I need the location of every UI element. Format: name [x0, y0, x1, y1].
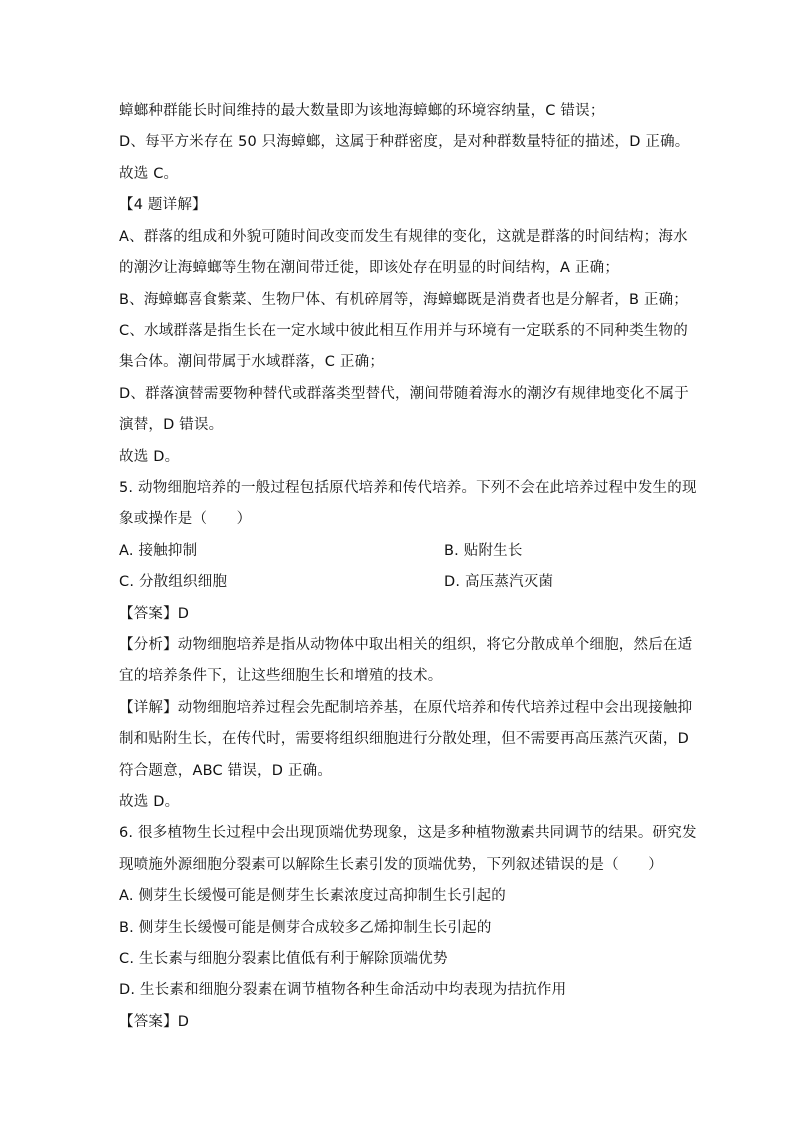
question-5-stem: 5. 动物细胞培养的一般过程包括原代培养和传代培养。下列不会在此培养过程中发生的现 [119, 480, 697, 496]
text-line: D、每平方米存在 50 只海蟑螂，这属于种群密度，是对种群数量特征的描述，D 正确。 [119, 134, 690, 150]
answer-line: 【答案】D [119, 606, 190, 622]
text-line: 故选 C。 [119, 166, 179, 182]
option-a: A. 接触抑制 [119, 543, 198, 559]
option-b: B. 侧芽生长缓慢可能是侧芽合成较多乙烯抑制生长引起的 [119, 920, 492, 936]
text-line: B、海蟑螂喜食紫菜、生物尸体、有机碎屑等，海蟑螂既是消费者也是分解者，B 正确； [119, 292, 689, 308]
explanation-line: 符合题意，ABC 错误，D 正确。 [119, 763, 333, 779]
text-line: C、水域群落是指生长在一定水域中彼此相互作用并与环境有一定联系的不同种类生物的 [119, 323, 688, 339]
option-b: B. 贴附生长 [444, 543, 523, 559]
option-a: A. 侧芽生长缓慢可能是侧芽生长素浓度过高抑制生长引起的 [119, 888, 506, 904]
question-6-stem: 现喷施外源细胞分裂素可以解除生长素引发的顶端优势，下列叙述错误的是（ ） [119, 857, 663, 873]
explanation-line: 【详解】动物细胞培养过程会先配制培养基，在原代培养和传代培养过程中会出现接触抑 [119, 700, 693, 716]
analysis-line: 宜的培养条件下，让这些细胞生长和增殖的技术。 [119, 668, 443, 684]
section-heading: 【4 题详解】 [119, 197, 207, 213]
text-line: 蟑螂种群能长时间维持的最大数量即为该地海蟑螂的环境容纳量，C 错误； [119, 103, 605, 119]
option-c: C. 分散组织细胞 [119, 574, 228, 590]
option-c: C. 生长素与细胞分裂素比值低有利于解除顶端优势 [119, 951, 448, 967]
text-line: 演替，D 错误。 [119, 417, 224, 433]
text-line: D、群落演替需要物种替代或群落类型替代，潮间带随着海水的潮汐有规律地变化不属于 [119, 386, 689, 402]
text-line: 故选 D。 [119, 794, 180, 810]
option-d: D. 高压蒸汽灭菌 [444, 574, 554, 590]
answer-line: 【答案】D [119, 1014, 190, 1030]
text-line: 集合体。潮间带属于水域群落，C 正确； [119, 354, 385, 370]
text-line: 的潮汐让海蟑螂等生物在潮间带迁徙，即该处存在明显的时间结构，A 正确； [119, 260, 620, 276]
text-line: 故选 D。 [119, 449, 180, 465]
question-5-stem: 象或操作是（ ） [119, 511, 252, 527]
text-line: A、群落的组成和外貌可随时间改变而发生有规律的变化，这就是群落的时间结构；海水 [119, 229, 688, 245]
option-d: D. 生长素和细胞分裂素在调节植物各种生命活动中均表现为拮抗作用 [119, 982, 567, 998]
question-6-stem: 6. 很多植物生长过程中会出现顶端优势现象，这是多种植物激素共同调节的结果。研究发 [119, 825, 697, 841]
explanation-line: 制和贴附生长，在传代时，需要将组织细胞进行分散处理，但不需要再高压蒸汽灭菌，D [119, 731, 689, 747]
analysis-line: 【分析】动物细胞培养是指从动物体中取出相关的组织，将它分散成单个细胞，然后在适 [119, 637, 693, 653]
